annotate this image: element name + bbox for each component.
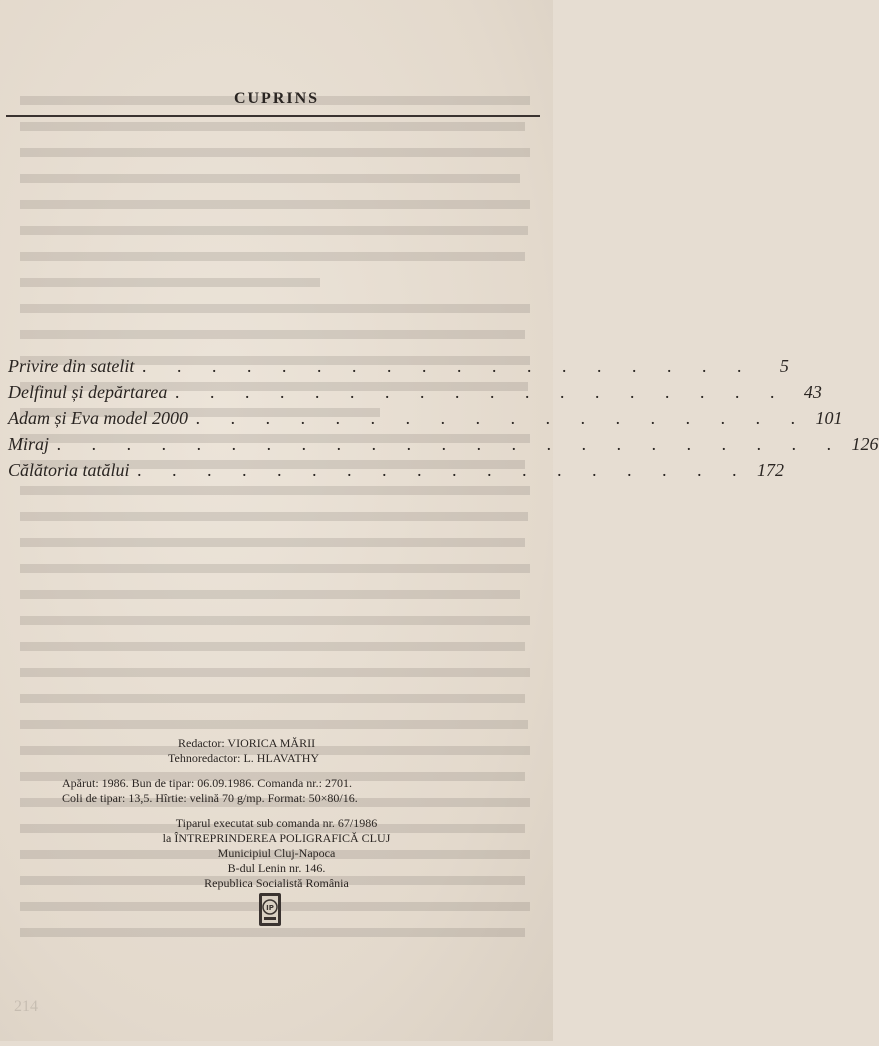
toc-entry[interactable]	[8, 356, 789, 382]
table-of-contents	[8, 356, 879, 486]
toc-entry[interactable]	[8, 408, 843, 434]
toc-entry-page: 5	[779, 356, 789, 376]
toc-leader-dots: . . . . . . . . . . . . . . . . . .	[195, 408, 809, 428]
bleed-through-page-number: 214	[14, 998, 38, 1015]
printer-logo-graphic	[256, 890, 286, 930]
toc-leader-dots: . . . . . . . . . . . . . . . . . . . . . . .	[57, 434, 845, 454]
toc-entry-title: Călătoria tatălui	[8, 460, 130, 480]
toc-leader-dots: . . . . . . . . . . . . . . . . . .	[142, 356, 755, 376]
toc-entry-page: 43	[803, 382, 822, 402]
print-info-block	[0, 776, 553, 806]
toc-entry-title: Adam și Eva model 2000	[8, 408, 188, 428]
printer-line-4: B-dul Lenin nr. 146.	[227, 861, 326, 875]
printer-logo-icon	[256, 890, 286, 930]
redactor-line: Redactor: VIORICA MĂRII	[178, 736, 316, 750]
credits-block	[0, 736, 553, 766]
print-info-line-1: Apărut: 1986. Bun de tipar: 06.09.1986. Comanda nr.: 2701.	[62, 776, 352, 790]
svg-text:IP: IP	[266, 904, 274, 912]
printer-line-3: Municipiul Cluj-Napoca	[217, 846, 336, 860]
page-title: CUPRINS	[233, 90, 320, 107]
toc-entry[interactable]	[8, 460, 785, 486]
toc-entry-page: 126	[851, 434, 879, 454]
toc-leader-dots: . . . . . . . . . . . . . . . . . .	[137, 460, 751, 480]
printer-line-2: la ÎNTREPRINDEREA POLIGRAFICĂ CLUJ	[162, 831, 391, 845]
tehnoredactor-line: Tehnoredactor: L. HLAVATHY	[168, 751, 320, 765]
toc-entry-title: Privire din satelit	[8, 356, 135, 376]
toc-entry-title: Delfinul și depărtarea	[8, 382, 168, 402]
title-rule	[6, 115, 540, 117]
toc-leader-dots: . . . . . . . . . . . . . . . . . .	[175, 382, 788, 402]
print-info-line-2: Coli de tipar: 13,5. Hîrtie: velină 70 g/mp. Format: 50×80/16.	[62, 791, 358, 805]
toc-entry-title: Miraj	[8, 434, 50, 454]
toc-entry[interactable]	[8, 434, 879, 460]
printer-block	[0, 816, 553, 891]
printer-line-5: Republica Socialistă România	[204, 876, 349, 890]
toc-entry-page: 172	[757, 460, 785, 480]
printer-line-1: Tiparul executat sub comanda nr. 67/1986	[175, 816, 378, 830]
toc-entry-page: 101	[815, 408, 843, 428]
toc-entry[interactable]	[8, 382, 822, 408]
